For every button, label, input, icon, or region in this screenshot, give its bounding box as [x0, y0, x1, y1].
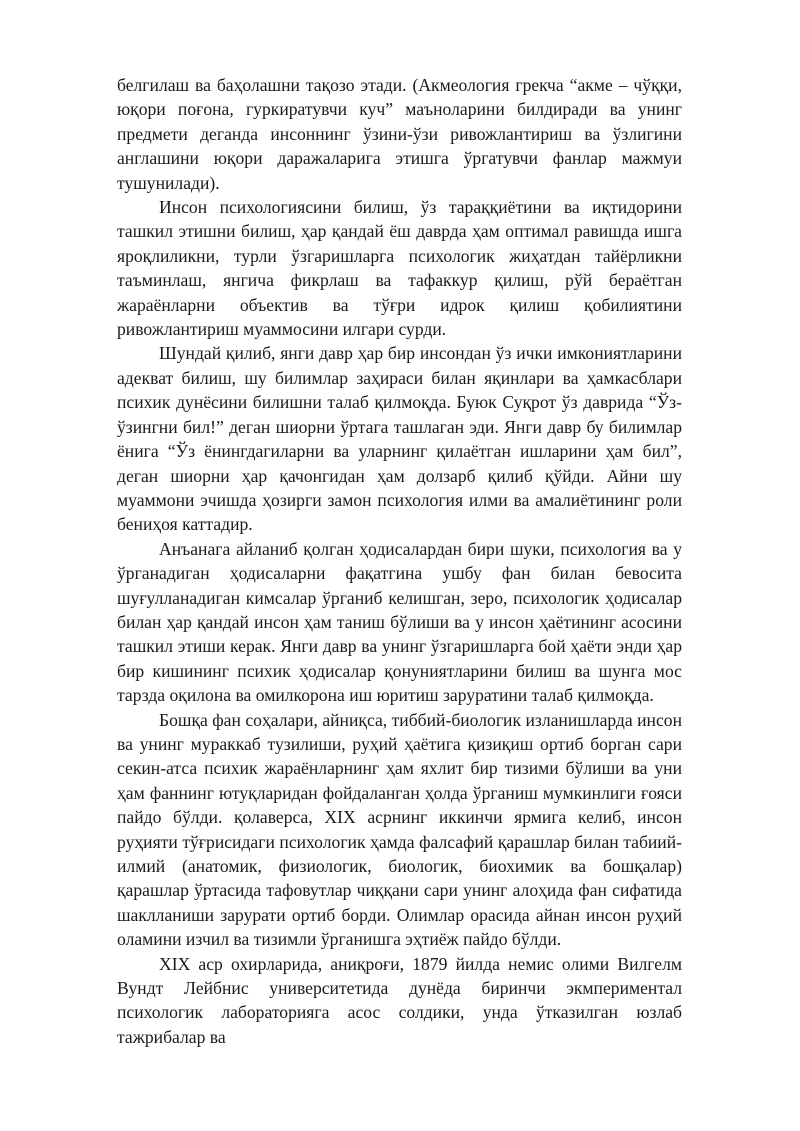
paragraph-1: белгилаш ва баҳолашни тақозо этади. (Акмеология грекча “акме – чўққи, юқори поғона, гуркиратувчи куч” маъноларини билдиради ва унинг предмети деганда инсоннинг ўзини-ўзи ривожлантириш ва ўзлигини англашини юқори даражаларига этишга ўргатувчи фанлар мажмуи тушунилади).	[117, 75, 682, 193]
paragraph-4: Анъанага айланиб қолган ҳодисалардан бири шуки, психология ва у ўрганадиган ҳодисаларни фақатгина ушбу фан билан бевосита шуғулланадиган кимсалар ўрганиб келишган, зеро, психологик ҳодисалар билан ҳар қандай инсон ҳам таниш бўлиши ва у инсон ҳаётининг асосини ташкил этиши керак. Янги давр ва унинг ўзгаришларга бой ҳаёти энди ҳар бир кишининг психик ҳодисалар қонуниятларини билиш ва шунга мос тарзда оқилона ва омилкорона иш юритиш заруратини талаб қилмоқда.	[117, 538, 682, 706]
paragraph-5: Бошқа фан соҳалари, айниқса, тиббий-биологик изланишларда инсон ва унинг мураккаб тузилиши, руҳий ҳаётига қизиқиш ортиб борган сари секин-атса психик жараёнларнинг ҳам яхлит бир тизими бўлиши ва уни ҳам фаннинг ютуқларидан фойдаланган ҳолда ўрганиш мумкинлиги ғояси пайдо бўлди. қолаверса, XIX асрнинг иккинчи ярмига келиб, инсон руҳияти тўғрисидаги психологик ҳамда фалсафий қарашлар билан табиий-илмий (анатомик, физиологик, биологик, биохимик ва бошқалар) қарашлар ўртасида тафовутлар чиққани сари унинг алоҳида фан сифатида шаклланиши зарурати ортиб борди. Олимлар орасида айнан инсон руҳий оламини изчил ва тизимли ўрганишга эҳтиёж пайдо бўлди.	[117, 709, 682, 950]
document-page	[117, 73, 682, 1049]
paragraph-3: Шундай қилиб, янги давр ҳар бир инсондан ўз ички имкониятларини адекват билиш, шу билимлар заҳираси билан яқинлари ва ҳамкасблари психик дунёсини билишни талаб қилмоқда. Буюк Суқрот ўз даврида “Ўз-ўзингни бил!” деган шиорни ўртага ташлаган эди. Янги давр бу билимлар ёнига “Ўз ёнингдагиларни ва уларнинг қилаётган ишларини ҳам бил”, деган шиорни ҳар қачонгидан ҳам долзарб қилиб қўйди. Айни шу муаммони эчишда ҳозирги замон психология илми ва амалиётининг роли бениҳоя каттадир.	[117, 343, 682, 535]
paragraph-6: XIX аср охирларида, аниқроғи, 1879 йилда немис олими Вилгелм Вундт Лейбнис университетида дунёда биринчи экмпериментал психологик лабораторияга асос солдики, унда ўтказилган юзлаб тажрибалар ва	[117, 953, 682, 1047]
paragraph-2: Инсон психологиясини билиш, ўз тараққиётини ва иқтидорини ташкил этишни билиш, ҳар қандай ёш даврда ҳам оптимал равишда ишга яроқлиликни, турли ўзгаришларга психологик жиҳатдан тайёрликни таъминлаш, янгича фикрлаш ва тафаккур қилиш, рўй бераётган жараёнларни объектив ва тўғри идрок қилиш қобилиятини ривожлантириш муаммосини илгари сурди.	[117, 197, 682, 340]
